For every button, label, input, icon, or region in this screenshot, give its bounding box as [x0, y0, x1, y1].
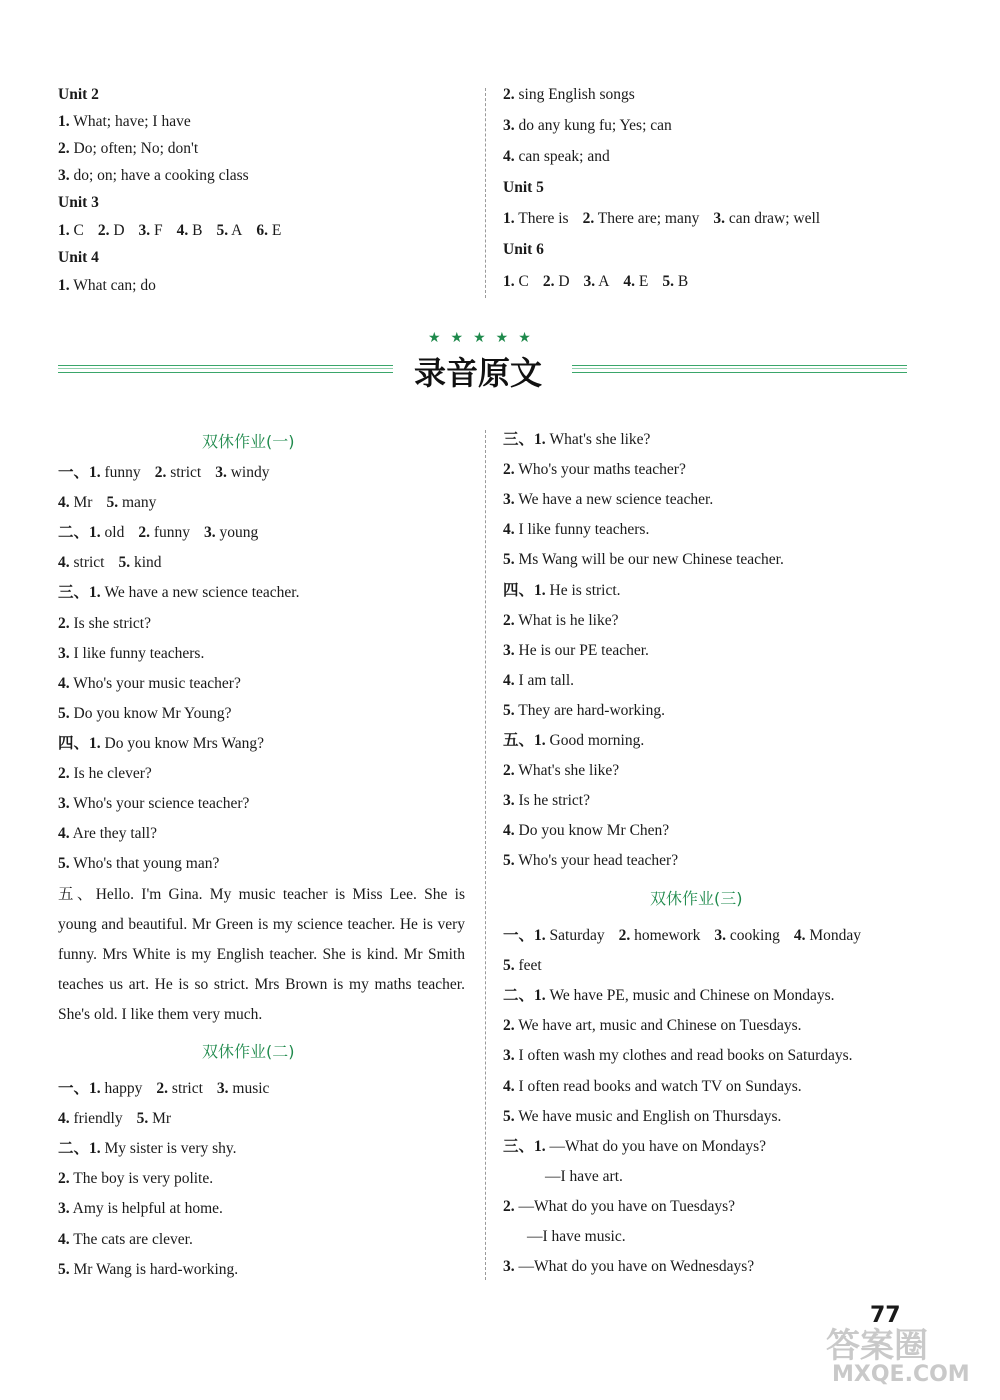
hw2-p3-item-text: What's she like?: [545, 431, 651, 448]
unit6-item-text: C: [514, 273, 529, 290]
hw3-p2-item-number: 3.: [503, 1047, 515, 1065]
unit3-item-number: 6.: [256, 222, 268, 239]
hw2-p4-item-text: I am tall.: [514, 671, 575, 689]
hw2-p2-item: [58, 1230, 193, 1250]
unit5-heading: Unit 5: [503, 179, 544, 196]
unit4-item-number: 1.: [58, 277, 70, 294]
hw1-p1b-text: many: [118, 494, 157, 512]
hw1-p1: [58, 463, 269, 483]
hw3-p3-item-text: —What do you have on Mondays?: [545, 1137, 767, 1155]
hw2-p3-item-text: We have a new science teacher.: [514, 491, 714, 509]
watermark-url: MXQE.COM: [832, 1362, 970, 1387]
hw1-p1-number: 2.: [154, 464, 167, 481]
watermark-logo: 答案圈: [826, 1326, 928, 1366]
hw2-p1b: [58, 1109, 171, 1129]
hw2-p2-item: [58, 1199, 223, 1219]
unit5-item-text: can draw; well: [724, 210, 821, 227]
hw2-p1b-text: Mr: [148, 1110, 172, 1128]
hw1-p3-item-text: We have a new science teacher.: [100, 584, 300, 602]
hw1-p3-item: [58, 674, 241, 694]
unit3-answers: [58, 221, 281, 241]
unit3-item-text: C: [69, 222, 84, 239]
hw3-p1-text: Saturday: [545, 927, 605, 944]
hw1-p4-item: [58, 824, 157, 844]
hw1-p3-item-text: Do you know Mr Young?: [69, 704, 232, 722]
hw2-p2-item-number: 5.: [58, 1260, 70, 1278]
hw2-p2-item: [58, 1139, 237, 1159]
hw1-p3-item: [58, 614, 151, 634]
hw2-p4-item-number: 4.: [503, 671, 515, 689]
hw2-p5-item-text: Do you know Mr Chen?: [514, 822, 670, 840]
hw1-p3-item-number: 4.: [58, 674, 70, 692]
hw2-p2-item-number: 3.: [58, 1200, 70, 1218]
hw2-p5-item-text: Is he strict?: [514, 792, 590, 810]
hw2-p1-text: happy: [100, 1080, 143, 1097]
hw3-p3-item: [527, 1227, 626, 1247]
hw3-p3-item-text: —I have music.: [527, 1228, 626, 1245]
hw2-p5-item-text: Who's your head teacher?: [514, 852, 679, 870]
hw2-p1b-number: 4.: [58, 1110, 70, 1128]
unit5-item-number: 3.: [713, 210, 725, 227]
hw3-p3-item-number: 3.: [503, 1258, 515, 1276]
hw2-p4-item-number: 2.: [503, 611, 515, 629]
hw2-p5-item: [503, 821, 669, 841]
hw3-p1-number: 4.: [793, 927, 806, 944]
unit2-item-number: 3.: [58, 167, 70, 184]
hw1-p2-number: 2.: [138, 524, 150, 542]
unit3-item-number: 3.: [138, 222, 151, 239]
hw3-p1-text: Monday: [805, 927, 862, 944]
hw3-p1-number: 2.: [618, 927, 631, 944]
hw2-p3-item-number: 三、1.: [503, 431, 546, 448]
hw2-p4-item: [503, 671, 574, 691]
unit5-item-text: There is: [514, 210, 569, 227]
hw3-p1-text: cooking: [726, 927, 780, 944]
hw3-p1-number: 3.: [714, 927, 727, 944]
hw3-p1-text: homework: [630, 927, 701, 944]
hw2-p2-item: [58, 1169, 213, 1189]
hw2-p3-item: [503, 490, 713, 510]
hw2-p4-item-number: 3.: [503, 641, 515, 659]
hw1-p4-item: [58, 794, 249, 814]
hw2-p2-item-text: The cats are clever.: [69, 1230, 193, 1248]
hw2-p5-item-text: Good morning.: [545, 732, 645, 749]
hw3-p3-item-number: 2.: [503, 1197, 515, 1215]
hw1-p3-item: [58, 644, 204, 664]
hw2-p3-item-text: Ms Wang will be our new Chinese teacher.: [514, 551, 784, 569]
hw2-p3-item-number: 5.: [503, 551, 515, 569]
hw1-p3-item: [58, 704, 232, 724]
unit6-item-text: B: [673, 273, 689, 290]
unit6-item-number: 1.: [503, 273, 515, 290]
hw3-p1b-text: feet: [514, 957, 542, 975]
hw3-p2-item-text: I often wash my clothes and read books on Saturdays.: [514, 1047, 853, 1065]
hw2-p5-item-number: 五、1.: [503, 732, 546, 749]
hw1-title: 双休作业(一): [202, 432, 295, 451]
hw1-p2-text: funny: [149, 524, 190, 542]
hw3-p2-item-text: I often read books and watch TV on Sundays.: [514, 1077, 802, 1095]
column-divider-top: [485, 88, 486, 298]
hw1-p4-item-text: Are they tall?: [69, 825, 157, 843]
column-divider-bottom: [485, 430, 486, 1280]
hw2-p5-item-text: What's she like?: [514, 762, 620, 780]
hw2-p3-item-number: 3.: [503, 491, 515, 509]
hw1-p3-item-number: 5.: [58, 704, 70, 722]
banner-rule-left: [58, 365, 393, 373]
hw2-p3-item-number: 2.: [503, 461, 515, 479]
hw3-p2-item-text: We have PE, music and Chinese on Mondays.: [545, 987, 835, 1005]
unit5-answers: [503, 209, 820, 229]
unit5-item-number: 1.: [503, 210, 515, 227]
hw1-p2-number: 3.: [204, 524, 216, 542]
hw1-p2-text: young: [215, 524, 259, 542]
hw3-p2-item-number: 二、1.: [503, 987, 546, 1005]
banner-stars: ★★★★★: [428, 331, 541, 346]
hw3-p1b-number: 5.: [503, 957, 515, 975]
hw1-p4-item-number: 四、1.: [58, 734, 101, 752]
unit3-item-number: 5.: [216, 222, 229, 239]
hw2-p5-item: [503, 791, 590, 811]
hw2-p4-item-number: 5.: [503, 701, 515, 719]
hw1-p4-item-text: Who's that young man?: [69, 855, 220, 873]
hw2-p2-item-text: My sister is very shy.: [100, 1140, 237, 1158]
unit4-item: [503, 85, 635, 105]
unit2-item-text: do; on; have a cooking class: [69, 167, 249, 184]
hw2-p4-item-text: They are hard-working.: [514, 701, 665, 719]
hw3-p3-item-text: —I have art.: [545, 1167, 623, 1185]
unit3-item-number: 1.: [58, 222, 70, 239]
unit3-item-text: A: [228, 222, 243, 239]
hw1-p4-item: [58, 764, 152, 784]
hw3-p2-item: [503, 986, 835, 1006]
hw1-p3-item-number: 3.: [58, 644, 70, 662]
hw3-p3-item: [503, 1137, 766, 1157]
unit6-item-text: D: [554, 273, 570, 290]
unit5-item-number: 2.: [582, 210, 595, 227]
hw3-p1-number: 一、1.: [503, 927, 546, 944]
hw1-p3-item-text: Who's your music teacher?: [69, 674, 241, 692]
hw2-p4-item-text: What is he like?: [514, 611, 619, 629]
hw2-p5-item: [503, 731, 644, 751]
unit4-item-number: 4.: [503, 148, 515, 165]
hw3-p2-item-number: 5.: [503, 1107, 515, 1125]
hw2-p5-item-number: 3.: [503, 792, 515, 810]
unit3-item-number: 4.: [176, 222, 189, 239]
unit6-item-text: A: [595, 273, 610, 290]
hw1-p1-text: windy: [226, 464, 270, 481]
hw1-p1b-text: Mr: [69, 494, 93, 512]
hw2-p3-item-text: I like funny teachers.: [514, 521, 650, 539]
hw3-p2-item-number: 2.: [503, 1017, 515, 1035]
unit3-item-number: 2.: [97, 222, 110, 239]
hw2-p1-text: strict: [168, 1080, 203, 1097]
hw1-p2b: [58, 553, 162, 573]
hw1-p4-item-text: Do you know Mrs Wang?: [100, 734, 264, 752]
hw1-p2b-number: 5.: [118, 554, 131, 572]
hw2-p4-item: [503, 641, 649, 661]
unit2-item-text: Do; often; No; don't: [69, 140, 199, 157]
unit6-answers: [503, 272, 688, 292]
unit4-item-number: 2.: [503, 86, 515, 103]
hw1-p1-number: 3.: [215, 464, 227, 481]
hw1-p2b-text: strict: [69, 554, 105, 572]
unit5-item-text: There are; many: [594, 210, 700, 227]
hw3-p3-item-text: —What do you have on Wednesdays?: [514, 1258, 755, 1276]
unit2-item-text: What; have; I have: [69, 113, 191, 130]
hw1-p3-item-number: 2.: [58, 614, 70, 632]
hw1-p3-item-number: 三、1.: [58, 584, 101, 602]
page-number: 77: [870, 1303, 901, 1328]
unit4-item: [503, 116, 672, 136]
hw2-p2-item-number: 4.: [58, 1230, 70, 1248]
hw2-p4-item-number: 四、1.: [503, 581, 546, 599]
unit4-item: [503, 147, 610, 167]
hw2-p2-item-number: 2.: [58, 1170, 70, 1188]
unit4-item-text: What can; do: [69, 277, 156, 294]
hw1-p1-text: strict: [166, 464, 202, 481]
hw2-p1-text: music: [228, 1080, 270, 1097]
hw1-p3-item: [58, 583, 299, 603]
hw3-p1b: [503, 956, 542, 976]
unit6-item-number: 2.: [542, 273, 555, 290]
hw2-p5-item: [503, 851, 678, 871]
hw3-p2-item: [503, 1077, 802, 1097]
unit2-item-number: 2.: [58, 140, 70, 157]
hw2-p4-item: [503, 581, 621, 601]
hw3-title: 双休作业(三): [650, 889, 743, 908]
hw1-p4-item: [58, 854, 219, 874]
hw2-p2-item-text: The boy is very polite.: [69, 1170, 214, 1188]
unit6-heading: Unit 6: [503, 241, 544, 258]
hw2-p2-item: [58, 1260, 238, 1280]
unit3-item-text: D: [109, 222, 125, 239]
hw1-p2-text: old: [100, 524, 125, 542]
unit4-item-text: can speak; and: [514, 148, 610, 165]
hw1-p3-item-text: Is she strict?: [69, 614, 151, 632]
hw3-p3-item-number: 三、1.: [503, 1137, 546, 1155]
hw3-p2-item: [503, 1107, 781, 1127]
hw1-p1b-number: 5.: [106, 494, 119, 512]
hw1-p1b-number: 4.: [58, 494, 70, 512]
hw3-p2-item-text: We have art, music and Chinese on Tuesdays.: [514, 1017, 802, 1035]
hw2-p3-item: [503, 550, 784, 570]
unit4-item-number: 3.: [503, 117, 515, 134]
unit4-item-text: do any kung fu; Yes; can: [514, 117, 672, 134]
unit6-item-number: 3.: [583, 273, 596, 290]
unit2-item: [58, 139, 198, 159]
hw2-p4-item: [503, 611, 619, 631]
hw2-p5-item-number: 4.: [503, 822, 515, 840]
hw2-p4-item-text: He is strict.: [545, 581, 621, 599]
hw2-p5-item-number: 5.: [503, 852, 515, 870]
hw2-p2-item-text: Amy is helpful at home.: [69, 1200, 223, 1218]
hw3-p3-item-text: —What do you have on Tuesdays?: [514, 1197, 736, 1215]
hw2-p3-item-number: 4.: [503, 521, 515, 539]
hw3-p3-item: [545, 1167, 623, 1187]
hw1-p4-item-number: 5.: [58, 855, 70, 873]
banner-rule-right: [572, 365, 907, 373]
hw1-p1-text: funny: [100, 464, 141, 481]
hw2-p4-item-text: He is our PE teacher.: [514, 641, 649, 659]
hw1-p3-item-text: I like funny teachers.: [69, 644, 205, 662]
hw1-p4-item-number: 3.: [58, 795, 70, 813]
hw2-p3-item: [503, 520, 649, 540]
unit4-item-text: sing English songs: [514, 86, 635, 103]
hw2-p2-item-number: 二、1.: [58, 1140, 101, 1158]
hw3-p2-item: [503, 1046, 853, 1066]
hw3-p3-item: [503, 1197, 735, 1217]
unit2-item-number: 1.: [58, 113, 70, 130]
hw3-p3-item: [503, 1257, 754, 1277]
hw1-p4-item-text: Is he clever?: [69, 765, 152, 782]
unit3-item-text: F: [150, 222, 163, 239]
hw3-p2-item-number: 4.: [503, 1077, 515, 1095]
unit2-heading: Unit 2: [58, 86, 99, 103]
hw2-p1: [58, 1079, 269, 1099]
hw1-p2b-text: kind: [130, 554, 162, 572]
hw2-p3-item-text: Who's your maths teacher?: [514, 461, 686, 479]
unit4-item: [58, 276, 156, 296]
unit6-item-number: 5.: [662, 273, 674, 290]
hw2-p1-number: 一、1.: [58, 1080, 101, 1097]
hw2-p1b-number: 5.: [136, 1110, 149, 1128]
hw1-p4-item: [58, 734, 264, 754]
hw1-p2-number: 二、1.: [58, 524, 101, 542]
hw3-p2-item: [503, 1016, 802, 1036]
unit6-item-number: 4.: [623, 273, 636, 290]
hw2-p1-number: 2.: [156, 1080, 169, 1097]
hw2-p1-number: 3.: [216, 1080, 229, 1097]
hw2-p5-item-number: 2.: [503, 762, 515, 780]
hw1-p1-number: 一、1.: [58, 464, 101, 481]
hw2-p5-item: [503, 761, 619, 781]
hw3-p2-item-text: We have music and English on Thursdays.: [514, 1107, 782, 1125]
hw1-p4-item-text: Who's your science teacher?: [69, 795, 250, 813]
hw2-p3-item: [503, 430, 650, 450]
hw1-p1b: [58, 493, 156, 513]
unit3-item-text: B: [188, 222, 203, 239]
unit2-item: [58, 112, 191, 132]
hw2-p1b-text: friendly: [69, 1110, 123, 1128]
hw1-p4-item-number: 4.: [58, 825, 70, 843]
unit4-heading: Unit 4: [58, 249, 99, 266]
unit6-item-text: E: [635, 273, 649, 290]
hw1-passage: 五、Hello. I'm Gina. My music teacher is Miss Lee. She is young and beautiful. Mr Green is my science teacher. He is very funny. Mrs White is my English teacher. She is kind. Mr Smith teaches us art. He is so strict. Mrs Brown is my maths teacher. She's old. I like them very much.: [58, 886, 465, 1023]
hw1-p4-item-number: 2.: [58, 765, 70, 782]
hw2-p3-item: [503, 460, 686, 480]
hw3-p1: [503, 926, 861, 946]
hw2-p2-item-text: Mr Wang is hard-working.: [69, 1260, 239, 1278]
unit3-heading: Unit 3: [58, 194, 99, 211]
banner-title: 录音原文: [414, 354, 543, 392]
unit3-item-text: E: [267, 222, 282, 239]
hw1-p2: [58, 523, 258, 543]
hw2-title: 双休作业(二): [202, 1042, 295, 1061]
hw2-p4-item: [503, 701, 665, 721]
unit2-item: [58, 166, 249, 186]
hw1-p2b-number: 4.: [58, 554, 70, 572]
